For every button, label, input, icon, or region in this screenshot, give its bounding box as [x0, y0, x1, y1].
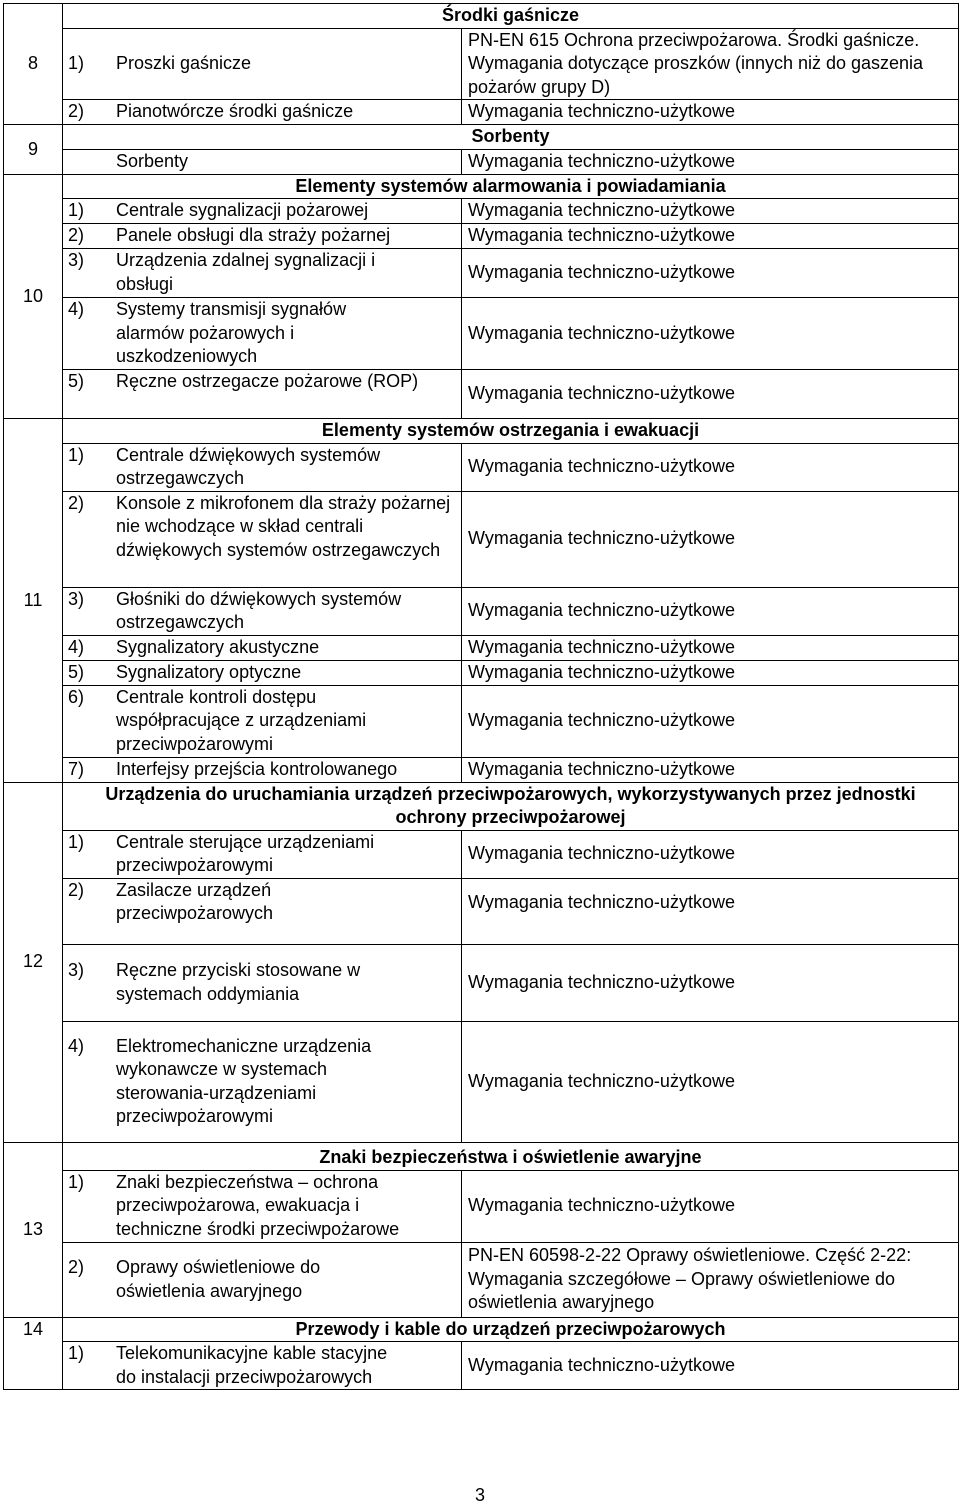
- item-text: Telekomunikacyjne kable stacyjne do instalacji przeciwpożarowych: [116, 1343, 388, 1387]
- item-text: Ręczne ostrzegacze pożarowe (ROP): [116, 371, 419, 391]
- table-row: [4, 1170, 959, 1242]
- item-text: Sorbenty: [116, 150, 189, 171]
- item-number: 5): [68, 371, 85, 391]
- table-row: [4, 685, 959, 757]
- section-number: 14: [4, 1317, 63, 1390]
- item-number: 2): [68, 1257, 85, 1277]
- section-number: 9: [4, 125, 63, 175]
- requirement-cell: PN-EN 615 Ochrona przeciwpożarowa. Środki gaśnicze. Wymagania dotyczące proszków (innych niż do gaszenia pożarów grupy D): [462, 28, 959, 100]
- item-number: 6): [68, 686, 85, 707]
- item-number: 4): [68, 636, 85, 657]
- item-cell: [63, 1021, 462, 1142]
- item-text: Głośniki do dźwiękowych systemów ostrzegawczych: [116, 588, 402, 632]
- requirement-cell: Wymagania techniczno-użytkowe: [462, 1342, 959, 1390]
- table-row: [4, 944, 959, 1021]
- item-text: Ręczne przyciski stosowane w systemach oddymiania: [116, 960, 361, 1004]
- item-number: 2): [68, 101, 85, 121]
- item-text: Centrale kontroli dostępu współpracujące z urządzeniami przeciwpożarowymi: [116, 686, 367, 754]
- requirement-cell: Wymagania techniczno-użytkowe: [462, 443, 959, 491]
- item-number: [63, 150, 116, 174]
- item-number: 5): [68, 661, 85, 682]
- item-text: Centrale sterujące urządzeniami przeciwpożarowymi: [116, 831, 375, 875]
- item-number: 1): [68, 53, 85, 73]
- item-cell: [63, 685, 462, 757]
- requirement-cell: Wymagania techniczno-użytkowe: [462, 757, 959, 782]
- section-header-row: [4, 4, 959, 29]
- requirement-cell: Wymagania techniczno-użytkowe: [462, 100, 959, 125]
- section-header: Sorbenty: [63, 125, 959, 150]
- item-text: Proszki gaśnicze: [116, 53, 252, 73]
- item-text: Systemy transmisji sygnałów alarmów pożarowych i uszkodzeniowych: [116, 299, 347, 366]
- table-row: [4, 660, 959, 685]
- item-cell: [63, 660, 462, 685]
- item-text: Sygnalizatory akustyczne: [116, 636, 320, 657]
- section-number: 10: [4, 174, 63, 419]
- table-row: [4, 199, 959, 224]
- section-number: 13: [4, 1142, 63, 1317]
- requirements-table: [3, 3, 959, 1390]
- requirement-cell: Wymagania techniczno-użytkowe: [462, 944, 959, 1021]
- section-header: Znaki bezpieczeństwa i oświetlenie awaryjne: [63, 1142, 959, 1170]
- item-text: Pianotwórcze środki gaśnicze: [116, 101, 354, 121]
- item-cell: [63, 149, 462, 174]
- requirement-cell: Wymagania techniczno-użytkowe: [462, 1021, 959, 1142]
- section-header-row: [4, 1142, 959, 1170]
- item-cell: [63, 199, 462, 224]
- item-cell: [63, 249, 462, 298]
- section-header-row: [4, 174, 959, 199]
- requirement-cell: Wymagania techniczno-użytkowe: [462, 199, 959, 224]
- table-row: [4, 878, 959, 944]
- item-cell: [63, 100, 462, 125]
- item-text: Konsole z mikrofonem dla straży pożarnej nie wchodzące w skład centrali dźwiękowych systemów ostrzegawczych: [116, 492, 451, 560]
- section-header: Elementy systemów ostrzegania i ewakuacji: [63, 419, 959, 444]
- item-cell: [63, 635, 462, 660]
- item-cell: [63, 878, 462, 944]
- item-number: 7): [68, 758, 85, 779]
- item-cell: [63, 491, 462, 587]
- requirement-cell: Wymagania techniczno-użytkowe: [462, 224, 959, 249]
- item-number: 1): [68, 200, 85, 220]
- table-row: [4, 370, 959, 419]
- table-row: [4, 298, 959, 370]
- item-text: Sygnalizatory optyczne: [116, 661, 302, 682]
- item-cell: [63, 1170, 462, 1242]
- table-row: [4, 491, 959, 587]
- table-row: [4, 587, 959, 635]
- item-number: 3): [68, 250, 85, 270]
- item-number: 3): [68, 960, 85, 980]
- requirement-cell: Wymagania techniczno-użytkowe: [462, 249, 959, 298]
- item-cell: [63, 830, 462, 878]
- requirement-cell: Wymagania techniczno-użytkowe: [462, 149, 959, 174]
- table-row: [4, 443, 959, 491]
- requirement-cell: Wymagania techniczno-użytkowe: [462, 491, 959, 587]
- item-text: Oprawy oświetleniowe do oświetlenia awaryjnego: [116, 1257, 321, 1301]
- item-number: 2): [68, 492, 85, 513]
- section-number: 8: [4, 4, 63, 125]
- item-number: 2): [68, 225, 85, 245]
- item-cell: [63, 1242, 462, 1317]
- item-number: 1): [68, 444, 85, 465]
- requirement-cell: Wymagania techniczno-użytkowe: [462, 587, 959, 635]
- requirement-cell: Wymagania techniczno-użytkowe: [462, 830, 959, 878]
- table-row: [4, 635, 959, 660]
- item-number: 1): [68, 1171, 85, 1192]
- item-cell: [63, 944, 462, 1021]
- item-cell: [63, 1342, 462, 1390]
- item-text: Centrale dźwiękowych systemów ostrzegawczych: [116, 444, 381, 488]
- section-header: Urządzenia do uruchamiania urządzeń przeciwpożarowych, wykorzystywanych przez jednostki ochrony przeciwpożarowej: [63, 782, 959, 830]
- item-cell: [63, 298, 462, 370]
- page-number: 3: [474, 1485, 485, 1505]
- item-cell: [63, 224, 462, 249]
- section-header: Przewody i kable do urządzeń przeciwpożarowych: [63, 1317, 959, 1342]
- table-row: [4, 100, 959, 125]
- item-text: Znaki bezpieczeństwa – ochrona przeciwpożarowa, ewakuacja i techniczne środki przeciwpożarowe: [116, 1171, 400, 1239]
- section-header-row: [4, 782, 959, 830]
- section-header-row: [4, 1317, 959, 1342]
- table-row: [4, 830, 959, 878]
- requirement-cell: Wymagania techniczno-użytkowe: [462, 660, 959, 685]
- item-text: Interfejsy przejścia kontrolowanego: [116, 758, 398, 779]
- table-row: [4, 224, 959, 249]
- item-cell: [63, 370, 462, 419]
- item-text: Urządzenia zdalnej sygnalizacji i obsługi: [116, 250, 376, 294]
- requirement-cell: Wymagania techniczno-użytkowe: [462, 878, 959, 944]
- item-cell: [63, 587, 462, 635]
- section-header: Elementy systemów alarmowania i powiadamiania: [63, 174, 959, 199]
- item-cell: [63, 443, 462, 491]
- requirement-cell: Wymagania techniczno-użytkowe: [462, 370, 959, 419]
- table-row: [4, 1021, 959, 1142]
- item-text: Centrale sygnalizacji pożarowej: [116, 200, 369, 220]
- table-row: [4, 28, 959, 64]
- requirement-cell: PN-EN 60598-2-22 Oprawy oświetleniowe. Część 2-22: Wymagania szczegółowe – Oprawy oświetleniowe do oświetlenia awaryjnego: [462, 1242, 959, 1317]
- item-text: Panele obsługi dla straży pożarnej: [116, 225, 391, 245]
- item-text: Zasilacze urządzeń przeciwpożarowych: [116, 879, 274, 923]
- table-row: [4, 149, 959, 174]
- table-row: [4, 1342, 959, 1390]
- requirement-cell: Wymagania techniczno-użytkowe: [462, 635, 959, 660]
- requirement-cell: Wymagania techniczno-użytkowe: [462, 1170, 959, 1242]
- item-cell: [63, 757, 462, 782]
- section-header-row: [4, 419, 959, 444]
- section-number: 11: [4, 419, 63, 783]
- item-text: Elektromechaniczne urządzenia wykonawcze w systemach sterowania-urządzeniami przeciwpożarowymi: [116, 1035, 372, 1126]
- item-number: 3): [68, 588, 85, 609]
- table-row: [4, 1242, 959, 1317]
- requirement-cell: Wymagania techniczno-użytkowe: [462, 685, 959, 757]
- item-number: 1): [68, 1343, 85, 1363]
- requirement-cell: Wymagania techniczno-użytkowe: [462, 298, 959, 370]
- item-cell: [63, 28, 462, 100]
- table-row: [4, 249, 959, 298]
- table-row: [4, 757, 959, 782]
- section-header-row: [4, 125, 959, 150]
- item-number: 2): [68, 879, 85, 900]
- section-header: Środki gaśnicze: [63, 4, 959, 29]
- item-number: 1): [68, 831, 85, 852]
- item-number: 4): [68, 299, 85, 319]
- item-number: 4): [68, 1035, 85, 1056]
- section-number: 12: [4, 782, 63, 1142]
